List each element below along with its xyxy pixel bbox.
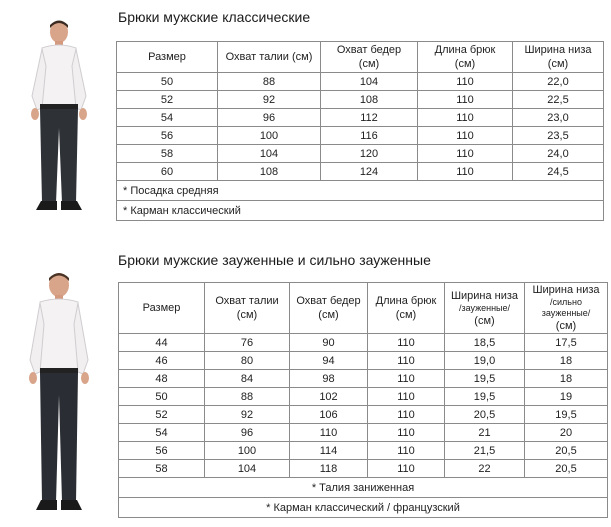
table-cell: 110 <box>368 442 445 460</box>
table-cell: 92 <box>218 91 321 109</box>
table-row <box>119 460 608 478</box>
table-cell: 110 <box>368 460 445 478</box>
header-size <box>117 42 218 73</box>
table-cell: 50 <box>119 388 205 406</box>
header-text: Ширина низа <box>524 44 592 56</box>
header-length <box>368 283 445 334</box>
header-size <box>119 283 205 334</box>
header-text: Охват бедер <box>336 44 402 56</box>
header-text: /зауженные/ <box>458 302 511 313</box>
header-text: зауженные/ <box>541 308 591 318</box>
header-text: (см) <box>395 309 417 321</box>
table-cell: 108 <box>321 91 418 109</box>
header-text: Охват талии (см) <box>225 51 313 63</box>
section1-title: Брюки мужские классические <box>118 9 311 25</box>
table-cell: 94 <box>290 352 368 370</box>
table-row <box>117 109 604 127</box>
model-figure-classic <box>20 18 98 213</box>
header-waist <box>218 42 321 73</box>
table-cell: 110 <box>368 388 445 406</box>
table-cell: 124 <box>321 163 418 181</box>
table-cell: 76 <box>205 334 290 352</box>
table-cell: 56 <box>119 442 205 460</box>
table-cell: 20,5 <box>525 442 608 460</box>
table-cell: 110 <box>418 73 513 91</box>
table-cell: 92 <box>205 406 290 424</box>
table-cell: 90 <box>290 334 368 352</box>
table-cell: 58 <box>119 460 205 478</box>
table-row <box>119 388 608 406</box>
table-cell: 110 <box>290 424 368 442</box>
header-text: Ширина низа <box>532 284 600 296</box>
table-row <box>119 352 608 370</box>
header-hem-slim <box>445 283 525 334</box>
table-cell: 112 <box>321 109 418 127</box>
table-row <box>117 127 604 145</box>
table-cell: 88 <box>218 73 321 91</box>
header-text: (см) <box>318 309 339 321</box>
header-text: (см) <box>454 58 476 70</box>
table-cell: 80 <box>205 352 290 370</box>
table-cell: 54 <box>117 109 218 127</box>
table-cell: 120 <box>321 145 418 163</box>
table-cell: 18,5 <box>445 334 525 352</box>
table-cell: 48 <box>119 370 205 388</box>
header-text: Длина брюк <box>375 295 437 307</box>
table-cell: 23,0 <box>513 109 604 127</box>
table-cell: 20,5 <box>525 460 608 478</box>
table-cell: 84 <box>205 370 290 388</box>
header-hips <box>321 42 418 73</box>
table-cell: 18 <box>525 352 608 370</box>
table-cell: 52 <box>117 91 218 109</box>
table-cell: 52 <box>119 406 205 424</box>
table-cell: 22 <box>445 460 525 478</box>
table-row <box>117 145 604 163</box>
table-note-row <box>119 498 608 518</box>
table-row <box>119 370 608 388</box>
header-text: Ширина низа <box>450 289 519 302</box>
table-row <box>117 91 604 109</box>
table-cell: 54 <box>119 424 205 442</box>
header-text: Размер <box>142 302 181 314</box>
table-cell: 19 <box>525 388 608 406</box>
table-cell: 56 <box>117 127 218 145</box>
table-row <box>117 73 604 91</box>
table-cell: 18 <box>525 370 608 388</box>
table-cell: 44 <box>119 334 205 352</box>
table-cell: 20 <box>525 424 608 442</box>
header-text: Охват талии <box>215 295 279 307</box>
header-hem-extra-slim <box>525 283 608 334</box>
table-row <box>119 424 608 442</box>
table-cell: 110 <box>368 424 445 442</box>
table-cell: 22,5 <box>513 91 604 109</box>
table-cell: 110 <box>368 406 445 424</box>
table-cell: 102 <box>290 388 368 406</box>
table-cell: 110 <box>418 109 513 127</box>
size-table-slim <box>118 282 608 518</box>
table-cell: 19,0 <box>445 352 525 370</box>
note-pocket: * Карман классический / французский <box>119 498 608 518</box>
table-note-row <box>117 181 604 201</box>
header-text: /сильно <box>550 297 582 307</box>
header-text: (см) <box>474 314 495 327</box>
table-cell: 100 <box>218 127 321 145</box>
note-waist: * Талия заниженная <box>119 478 608 498</box>
table-cell: 116 <box>321 127 418 145</box>
table-cell: 110 <box>418 163 513 181</box>
header-waist <box>205 283 290 334</box>
table-cell: 60 <box>117 163 218 181</box>
table-cell: 22,0 <box>513 73 604 91</box>
section2-title: Брюки мужские зауженные и сильно зауженные <box>118 252 431 268</box>
table-cell: 24,0 <box>513 145 604 163</box>
table-cell: 114 <box>290 442 368 460</box>
note-fit: * Посадка средняя <box>117 181 604 201</box>
header-hem-width <box>513 42 604 73</box>
table-row <box>119 442 608 460</box>
table-cell: 110 <box>418 145 513 163</box>
table-header-row <box>117 42 604 73</box>
table-cell: 19,5 <box>445 388 525 406</box>
table-cell: 23,5 <box>513 127 604 145</box>
table-cell: 50 <box>117 73 218 91</box>
table-cell: 88 <box>205 388 290 406</box>
size-table-classic <box>116 41 604 221</box>
header-text: (см) <box>358 58 380 70</box>
table-cell: 104 <box>205 460 290 478</box>
table-cell: 58 <box>117 145 218 163</box>
table-header-row <box>119 283 608 334</box>
header-text: (см) <box>555 320 577 332</box>
note-pocket: * Карман классический <box>117 201 604 221</box>
table-row <box>119 334 608 352</box>
table-cell: 24,5 <box>513 163 604 181</box>
table-cell: 98 <box>290 370 368 388</box>
table-cell: 19,5 <box>525 406 608 424</box>
table-cell: 19,5 <box>445 370 525 388</box>
table-cell: 108 <box>218 163 321 181</box>
table-cell: 100 <box>205 442 290 460</box>
header-text: Размер <box>148 51 186 63</box>
header-hips <box>290 283 368 334</box>
table-cell: 110 <box>368 334 445 352</box>
header-length <box>418 42 513 73</box>
header-text: Длина брюк <box>434 44 496 56</box>
table-cell: 110 <box>368 352 445 370</box>
table-row <box>119 406 608 424</box>
header-text: (см) <box>236 309 258 321</box>
table-cell: 110 <box>368 370 445 388</box>
table-cell: 21 <box>445 424 525 442</box>
table-cell: 104 <box>321 73 418 91</box>
header-text: Охват бедер <box>296 295 361 307</box>
table-cell: 118 <box>290 460 368 478</box>
table-cell: 17,5 <box>525 334 608 352</box>
model-figure-slim <box>20 270 98 515</box>
table-cell: 96 <box>205 424 290 442</box>
table-cell: 96 <box>218 109 321 127</box>
table-row <box>117 163 604 181</box>
table-cell: 104 <box>218 145 321 163</box>
table-note-row <box>117 201 604 221</box>
table-cell: 106 <box>290 406 368 424</box>
header-text: (см) <box>547 58 569 70</box>
table-cell: 21,5 <box>445 442 525 460</box>
table-cell: 20,5 <box>445 406 525 424</box>
table-cell: 110 <box>418 91 513 109</box>
table-cell: 110 <box>418 127 513 145</box>
table-cell: 46 <box>119 352 205 370</box>
table-note-row <box>119 478 608 498</box>
